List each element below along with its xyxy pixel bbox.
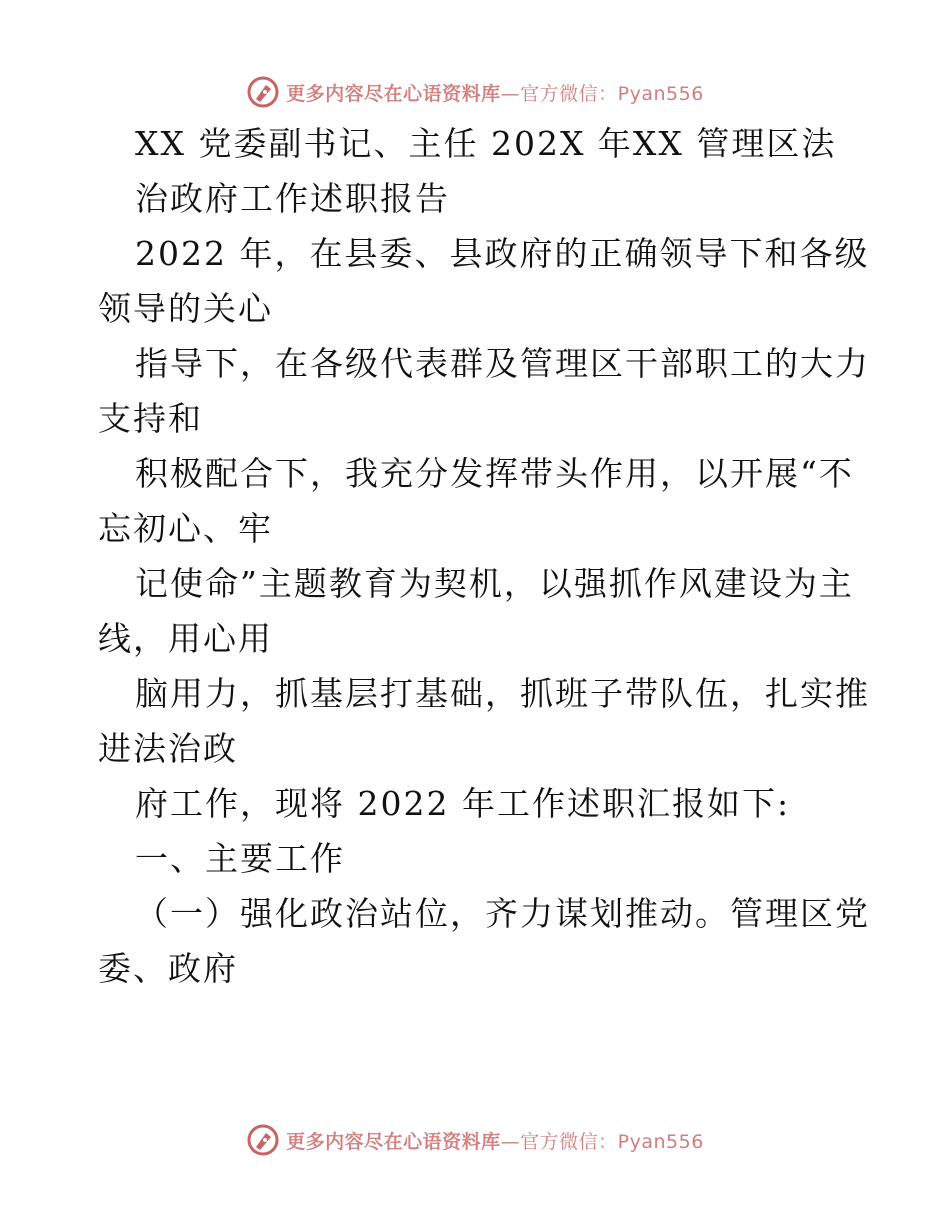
- text-line: 进法治政: [98, 729, 238, 768]
- text-line: 支持和: [98, 399, 203, 438]
- text-line: 指导下，在各级代表群及管理区干部职工的大力: [135, 344, 870, 383]
- text-line: XX 党委副书记、主任 202X 年XX 管理区法: [135, 124, 837, 163]
- pen-nib-circle-icon: [246, 75, 280, 109]
- text-line: 记使命”主题教育为契机，以强抓作风建设为主: [135, 564, 854, 603]
- text-line: 府工作，现将 2022 年工作述职汇报如下:: [135, 784, 791, 823]
- header-watermark: [0, 72, 950, 112]
- text-line: 委、政府: [98, 949, 238, 988]
- text-line: （一）强化政治站位，齐力谋划推动。管理区党: [135, 894, 870, 933]
- text-line: 治政府工作述职报告: [135, 179, 450, 218]
- text-line: 线，用心用: [98, 619, 273, 658]
- watermark-text: 更多内容尽在心语资料库—官方微信：Pyan556: [286, 82, 704, 105]
- document-body: [98, 116, 870, 996]
- footer-watermark: [0, 1120, 950, 1160]
- text-line: 领导的关心: [98, 289, 273, 328]
- text-line: 忘初心、牢: [98, 509, 273, 548]
- pen-nib-circle-icon: [246, 1123, 280, 1157]
- text-line: 积极配合下，我充分发挥带头作用，以开展“不: [135, 454, 854, 493]
- watermark-text: 更多内容尽在心语资料库—官方微信：Pyan556: [286, 1130, 704, 1153]
- text-line: 2022 年，在县委、县政府的正确领导下和各级: [135, 234, 870, 273]
- text-line: 脑用力，抓基层打基础，抓班子带队伍，扎实推: [135, 674, 870, 713]
- text-line: 一、主要工作: [135, 839, 345, 878]
